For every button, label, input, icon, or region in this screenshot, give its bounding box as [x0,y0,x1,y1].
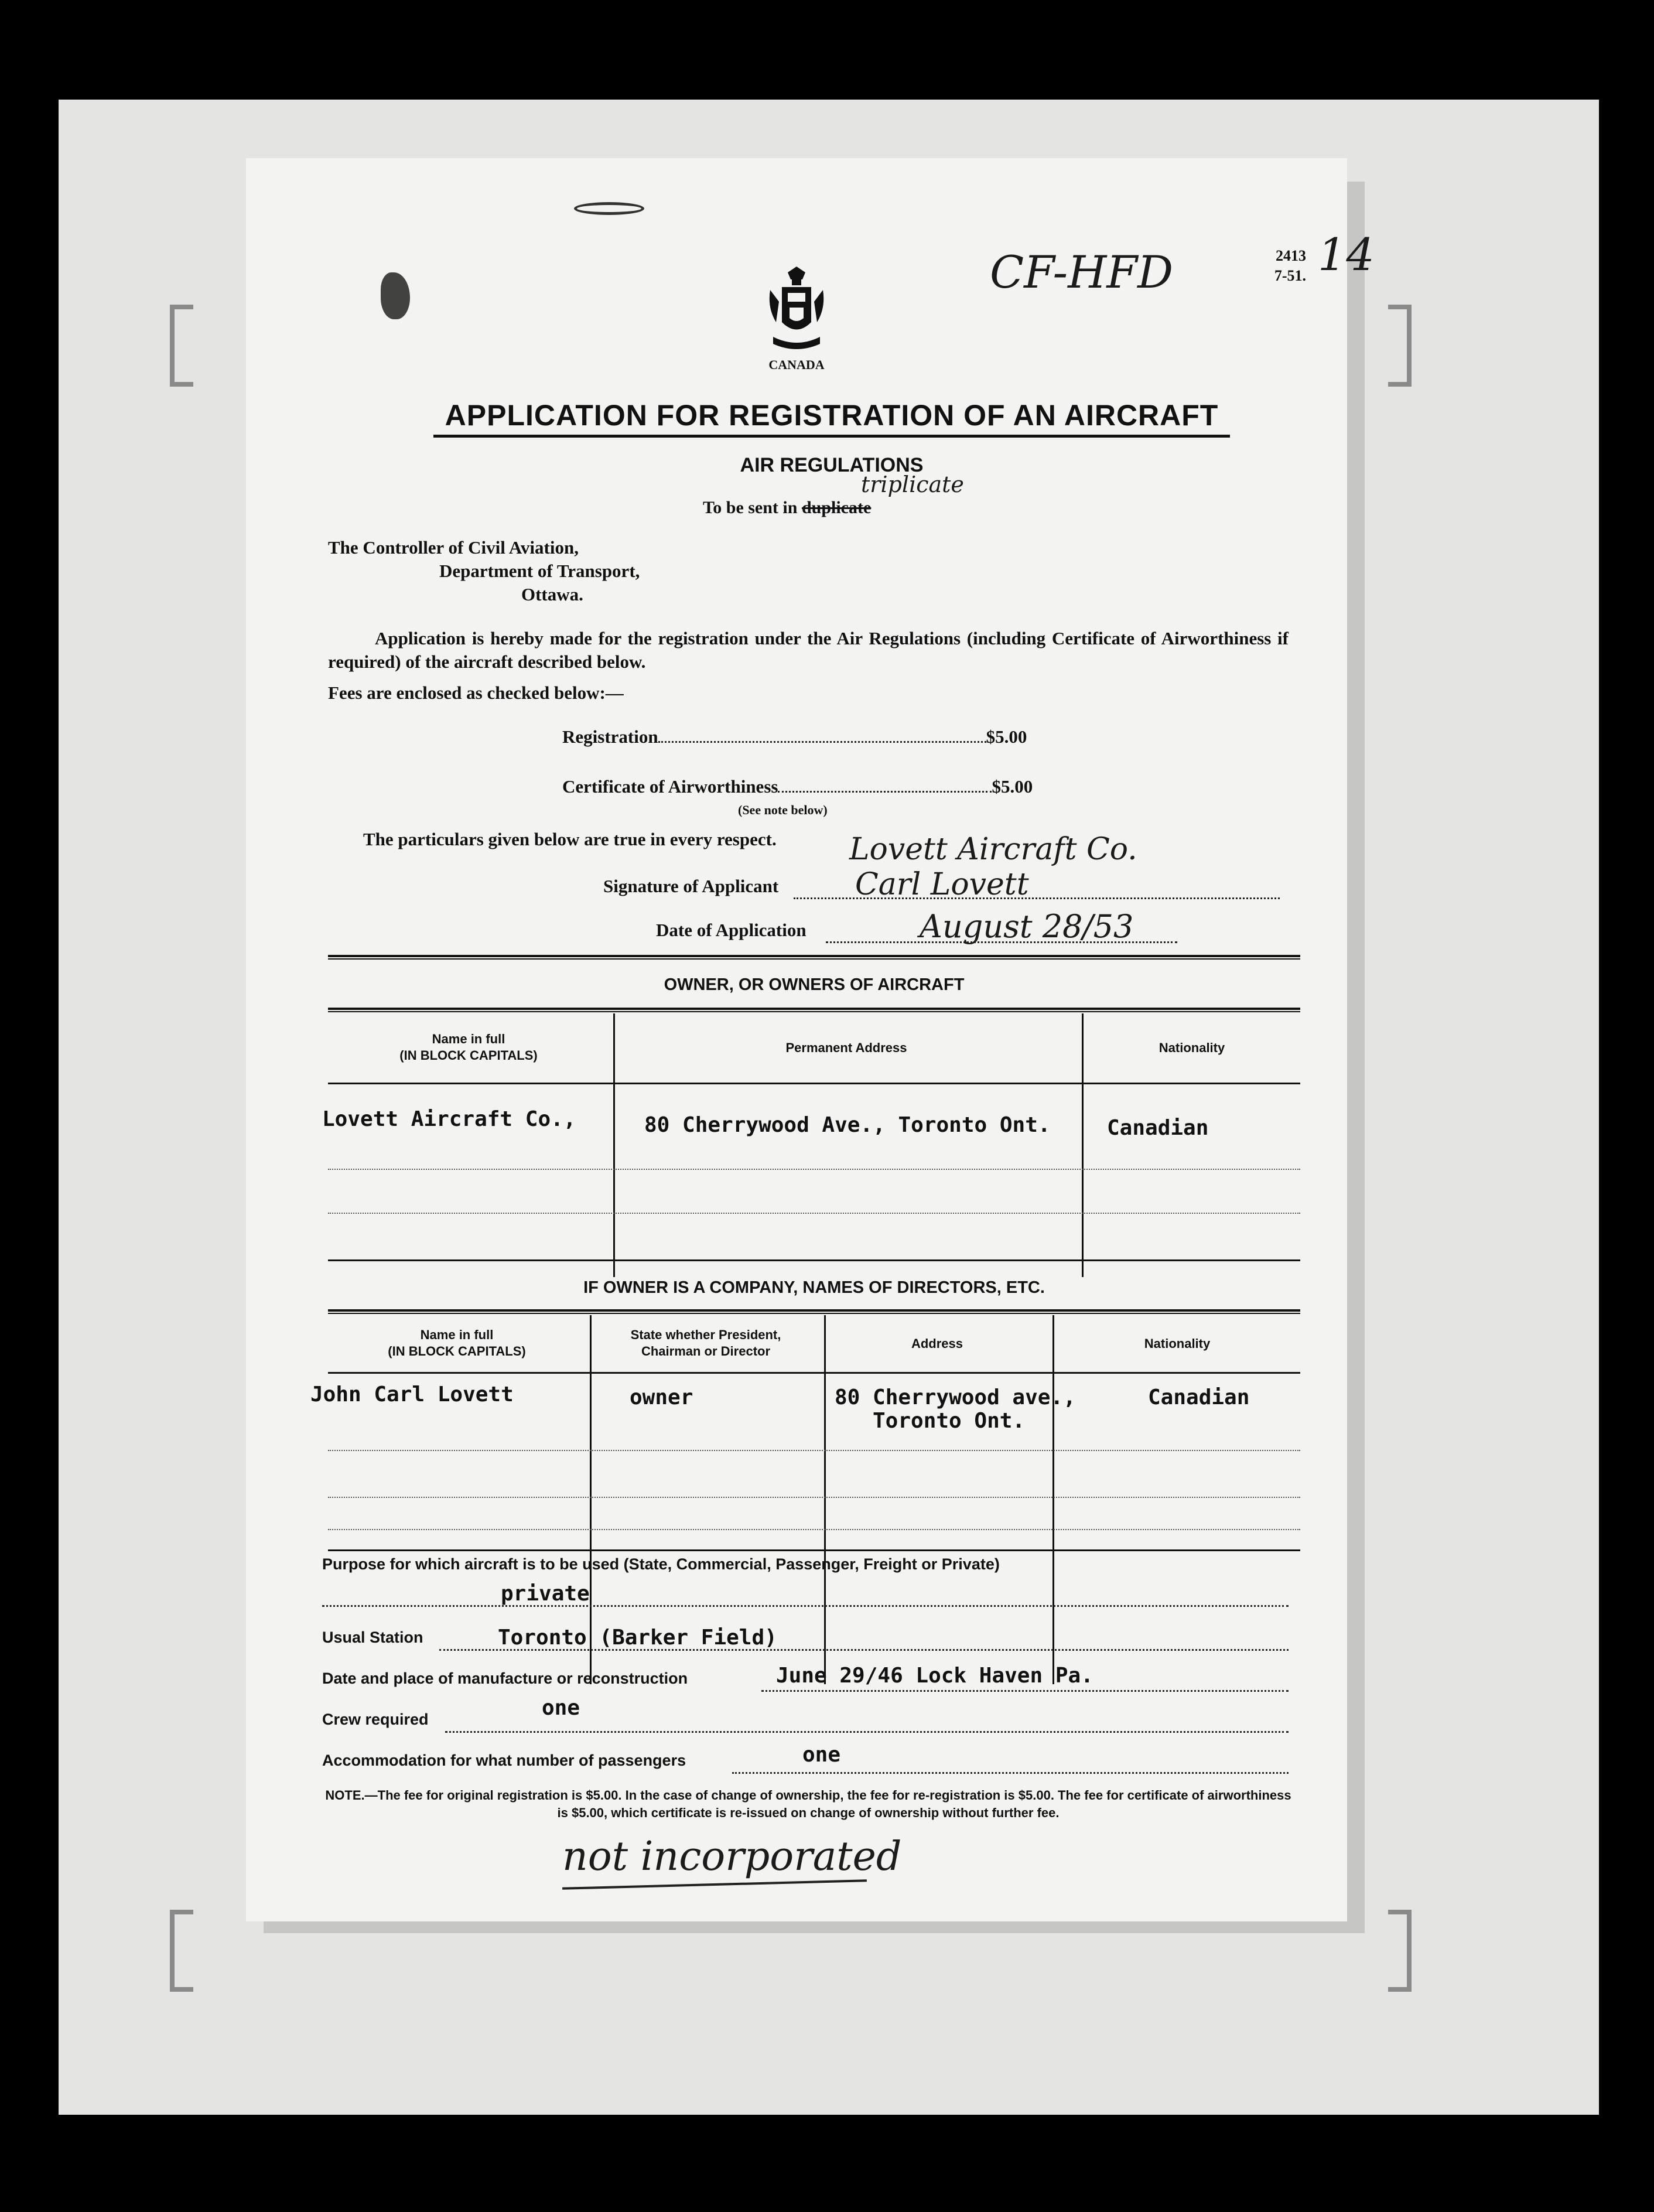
form-title: APPLICATION FOR REGISTRATION OF AN AIRCRAFT [445,399,1219,432]
addressee-line-2: Department of Transport, [439,561,640,581]
passengers-line [732,1772,1289,1774]
crop-mark-bottom-left [170,1910,193,1992]
director-role: owner [630,1385,693,1409]
owners-col-address: Permanent Address [785,1040,907,1055]
directors-row-line [328,1529,1300,1530]
station-value: Toronto (Barker Field) [498,1626,777,1650]
particulars-statement: The particulars given below are true in every respect. [363,829,777,849]
sent-instruction: To be sent in duplicate [703,498,872,517]
crew-label: Crew required [322,1711,429,1728]
handwritten-underline [562,1879,867,1890]
owners-row-line [328,1213,1300,1214]
directors-col-divider [824,1315,826,1684]
application-form [246,158,1375,1921]
owners-table-top [328,1008,1300,1012]
crop-mark-top-left [170,305,193,387]
title-underline [433,435,1230,438]
ink-smudge [381,272,410,319]
addressee-line-1: The Controller of Civil Aviation, [328,537,579,558]
section-rule [328,955,1300,960]
date-label: Date of Application [656,920,807,940]
owners-col-name: Name in full (IN BLOCK CAPITALS) [399,1032,538,1063]
passengers-label: Accommodation for what number of passengers [322,1752,686,1769]
owner-address: 80 Cherrywood Ave., Toronto Ont. [644,1113,1051,1137]
handwritten-triplicate: triplicate [861,472,964,497]
directors-header-rule [328,1372,1300,1374]
page-number: 14 [1318,228,1375,281]
crop-mark-top-right [1388,305,1412,387]
passengers-value: one [802,1743,841,1767]
director-address-line-1: 80 Cherrywood ave., [835,1385,1076,1409]
owners-row-line [328,1169,1300,1170]
handwritten-note: not incorporated [562,1834,902,1880]
coat-of-arms-icon [761,267,832,354]
owners-col-nationality: Nationality [1159,1040,1225,1055]
director-name: John Carl Lovett [310,1383,514,1407]
directors-row-line [328,1497,1300,1498]
owner-name: Lovett Aircraft Co., [322,1107,576,1131]
directors-col-nationality: Nationality [1144,1336,1211,1351]
directors-col-address: Address [911,1336,963,1351]
addressee-line-3: Ottawa. [521,584,583,605]
owner-nationality: Canadian [1107,1116,1209,1140]
owners-header-rule [328,1083,1300,1084]
manufacture-value: June 29/46 Lock Haven Pa. [776,1664,1093,1688]
director-address-line-2: Toronto Ont. [873,1409,1026,1433]
manufacture-line [761,1690,1289,1692]
directors-col-role: State whether President, Chairman or Director [630,1327,781,1358]
signature-label: Signature of Applicant [603,876,779,896]
fee-note: (See note below) [738,803,828,817]
application-date: August 28/53 [920,908,1134,945]
form-subtitle: AIR REGULATIONS [740,454,924,476]
struck-word: duplicate [801,498,872,517]
director-nationality: Canadian [1148,1385,1250,1409]
manufacture-label: Date and place of manufacture or reconstruction [322,1670,688,1687]
directors-row-line [328,1450,1300,1451]
owners-heading: OWNER, OR OWNERS OF AIRCRAFT [664,975,965,994]
form-number: 2413 7-51. [1274,247,1306,284]
fee-registration: Registration $5.00 [562,726,1027,747]
fees-heading: Fees are enclosed as checked below:— [328,682,624,703]
directors-col-name: Name in full (IN BLOCK CAPITALS) [388,1327,526,1358]
country-label: CANADA [768,357,825,372]
pencil-mark [574,202,644,215]
directors-col-divider [1052,1315,1054,1684]
registration-mark: CF-HFD [990,246,1174,298]
fee-note-footer: NOTE.—The fee for original registration is $5.00. In the case of change of ownership, the fee for re-registration is $5.00. The fee for certificate of airworthiness is $5.00, which certificate is re-issued on change of ownership without further fee. [325,1788,1291,1820]
purpose-label: Purpose for which aircraft is to be used (State, Commercial, Passenger, Freight or Private) [322,1555,1000,1573]
directors-table-top [328,1309,1300,1314]
signature-company: Lovett Aircraft Co. [849,832,1137,867]
application-paragraph: Application is hereby made for the registration under the Air Regulations (including Certificate of Airworthiness if required) of the aircraft described below. [328,628,1289,672]
directors-heading: IF OWNER IS A COMPANY, NAMES OF DIRECTORS, ETC. [583,1278,1045,1297]
directors-table-bottom [328,1549,1300,1551]
crew-value: one [542,1696,580,1720]
purpose-value: private [501,1582,590,1606]
station-label: Usual Station [322,1629,423,1646]
purpose-line [322,1605,1289,1607]
crop-mark-bottom-right [1388,1910,1412,1992]
fee-airworthiness: Certificate of Airworthiness $5.00 [562,776,1033,797]
signature-name: Carl Lovett [855,867,1029,902]
crew-line [445,1731,1289,1733]
